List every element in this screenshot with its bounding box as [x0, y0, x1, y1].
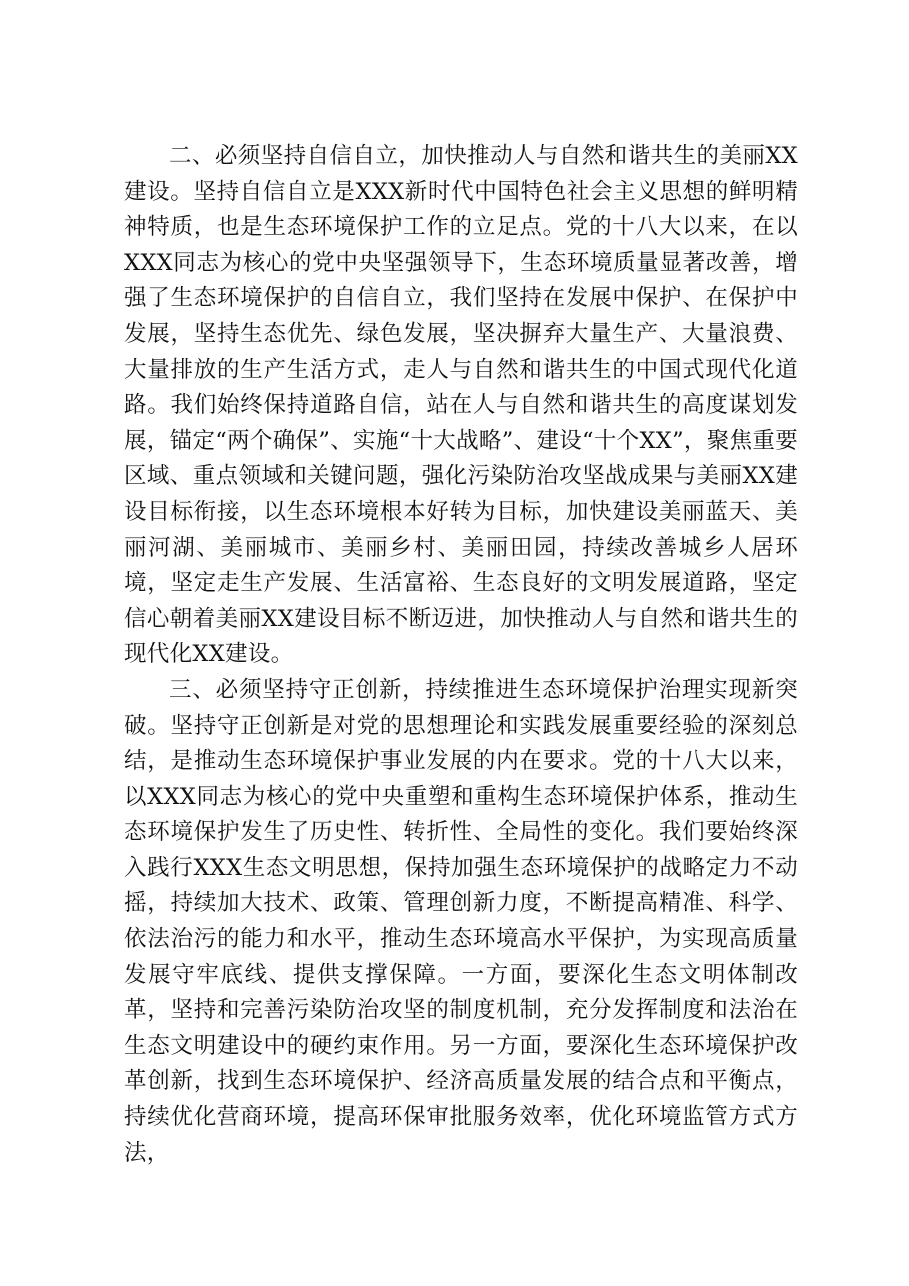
- paragraph-section-two: 二、必须坚持自信自立，加快推动人与自然和谐共生的美丽XX建设。坚持自信自立是XXX新时代中国特色社会主义思想的鲜明精神特质，也是生态环境保护工作的立足点。党的十八大以来，在以XXX同志为核心的党中央坚强领导下，生态环境质量显著改善，增强了生态环境保护的自信自立，我们坚持在发展中保护、在保护中发展，坚持生态优先、绿色发展，坚决摒弃大量生产、大量浪费、大量排放的生产生活方式，走人与自然和谐共生的中国式现代化道路。我们始终保持道路自信，站在人与自然和谐共生的高度谋划发展，锚定“两个确保”、实施“十大战略”、建设“十个XX”，聚焦重要区域、重点领域和关键问题，强化污染防治攻坚战成果与美丽XX建设目标衔接，以生态环境根本好转为目标，加快建设美丽蓝天、美丽河湖、美丽城市、美丽乡村、美丽田园，持续改善城乡人居环境，坚定走生产发展、生活富裕、生态良好的文明发展道路，坚定信心朝着美丽XX建设目标不断迈进，加快推动人与自然和谐共生的现代化XX建设。: [124, 143, 798, 668]
- document-page: [124, 139, 798, 1171]
- paragraph-section-three: 三、必须坚持守正创新，持续推进生态环境保护治理实现新突破。坚持守正创新是对党的思想理论和实践发展重要经验的深刻总结，是推动生态环境保护事业发展的内在要求。党的十八大以来，以XXX同志为核心的党中央重塑和重构生态环境保护体系，推动生态环境保护发生了历史性、转折性、全局性的变化。我们要始终深入践行XXX生态文明思想，保持加强生态环境保护的战略定力不动摇，持续加大技术、政策、管理创新力度，不断提高精准、科学、依法治污的能力和水平，推动生态环境高水平保护，为实现高质量发展守牢底线、提供支撑保障。一方面，要深化生态文明体制改革，坚持和完善污染防治攻坚的制度机制，充分发挥制度和法治在生态文明建设中的硬约束作用。另一方面，要深化生态环境保护改革创新，找到生态环境保护、经济高质量发展的结合点和平衡点，持续优化营商环境，提高环保审批服务效率，优化环境监管方式方法，: [124, 676, 798, 1166]
